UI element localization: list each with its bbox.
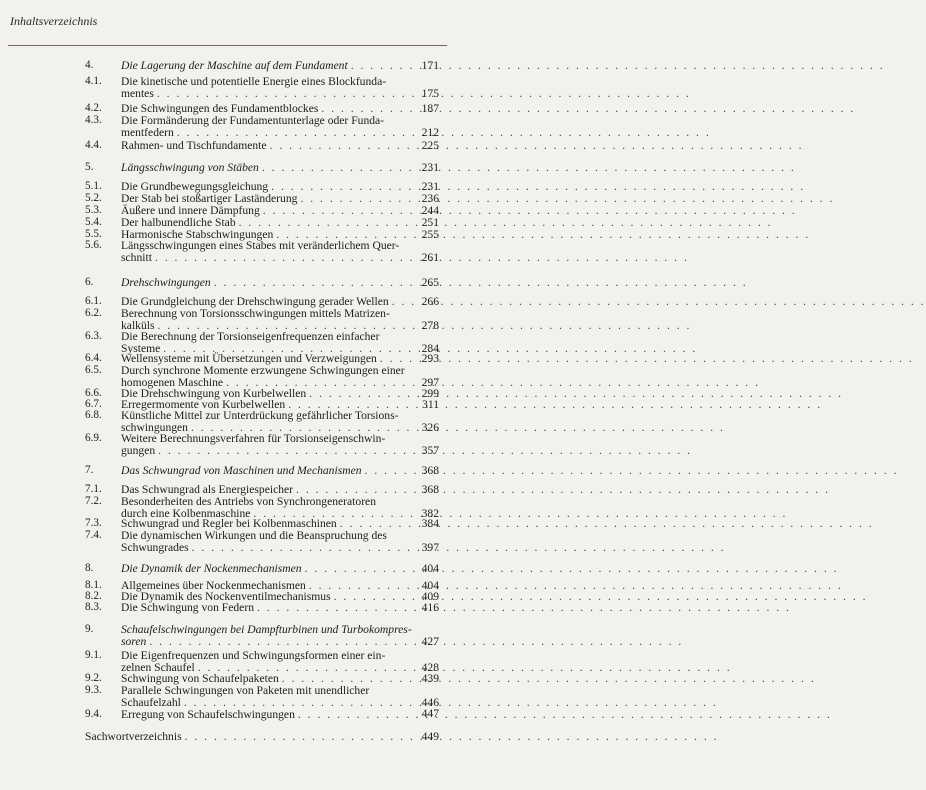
section-title: Wellensysteme mit Übersetzungen und Verzweigungen <box>121 352 377 365</box>
dot-leader <box>157 88 420 100</box>
page-number: 297 <box>421 376 439 389</box>
dot-leader <box>351 60 420 72</box>
page-number: 447 <box>421 707 439 720</box>
section-title: Die Berechnung der Torsionseigenfrequenzen einfacher <box>121 330 380 343</box>
section-title: Berechnung von Torsionsschwingungen mittels Matrizen- <box>121 307 390 320</box>
dot-leader <box>155 252 420 264</box>
dot-leader <box>380 353 420 365</box>
dot-leader <box>184 697 420 709</box>
section-title: Harmonische Stabschwingungen <box>121 228 274 241</box>
section-title: Durch synchrone Momente erzwungene Schwingungen einer <box>121 364 405 377</box>
section-title-continued: mentes <box>121 87 154 100</box>
section-title-continued: schnitt <box>121 251 152 264</box>
dot-leader <box>340 518 420 530</box>
page-number: 284 <box>421 342 439 355</box>
page-number: 299 <box>421 387 439 400</box>
dot-leader <box>158 445 419 457</box>
dot-leader <box>321 103 419 115</box>
dot-leader <box>298 709 439 721</box>
page-number: 231 <box>421 161 439 174</box>
section-title: Das Schwungrad als Energiespeicher <box>121 483 294 496</box>
dot-leader <box>365 465 420 477</box>
section-number: 4.1. <box>85 75 102 87</box>
page-number: 368 <box>421 483 439 496</box>
section-title-continued: zelnen Schaufel <box>121 661 195 674</box>
section-title: Das Schwungrad von Maschinen und Mechanismen <box>121 464 362 477</box>
section-title-continued: Schaufelzahl <box>121 696 181 709</box>
page-number: 236 <box>421 192 439 205</box>
page-number: 409 <box>421 590 439 603</box>
section-title: Der halbunendliche Stab <box>121 216 236 229</box>
dot-leader <box>177 127 420 139</box>
section-number: 4.2. <box>85 102 102 114</box>
section-title: Äußere und innere Dämpfung <box>121 204 260 217</box>
section-number: 8.2. <box>85 590 102 602</box>
section-title: Die Dynamik der Nockenmechanismen <box>121 562 302 575</box>
section-number: 7.1. <box>85 483 102 495</box>
page-number: 266 <box>421 295 439 308</box>
section-title: Allgemeines über Nockenmechanismen <box>121 579 306 592</box>
section-title-continued: schwingungen <box>121 421 188 434</box>
page-number: 368 <box>421 464 439 477</box>
page-number: 175 <box>421 87 439 100</box>
section-title: Künstliche Mittel zur Unterdrückung gefährlicher Torsions- <box>121 409 399 422</box>
section-number: 5.4. <box>85 216 102 228</box>
page-number: 427 <box>421 635 439 648</box>
section-title: Die Grundgleichung der Drehschwingung gerader Wellen <box>121 295 389 308</box>
page-number: 244 <box>421 204 439 217</box>
page-number: 326 <box>421 421 439 434</box>
dot-leader <box>192 542 420 554</box>
section-title: Die Lagerung der Maschine auf dem Fundament <box>121 59 348 72</box>
section-number: 7.4. <box>85 529 102 541</box>
section-number: 9.4. <box>85 708 102 720</box>
section-title-continued: homogenen Maschine <box>121 376 224 389</box>
section-title: Längsschwingungen eines Stabes mit veränderlichem Quer- <box>121 239 400 252</box>
section-number: 4. <box>85 59 94 71</box>
dot-leader <box>263 205 420 217</box>
section-number: 9.2. <box>85 672 102 684</box>
section-title-continued: kalküls <box>121 319 155 332</box>
section-number: 6. <box>85 276 94 288</box>
section-title-continued: soren <box>121 635 147 648</box>
section-title: Der Stab bei stoßartiger Laständerung <box>121 192 298 205</box>
page-number: 231 <box>421 180 439 193</box>
page-number: 187 <box>421 102 439 115</box>
section-title: Die Eigenfrequenzen und Schwingungsformen einer ein- <box>121 649 386 662</box>
dot-leader <box>305 563 420 575</box>
section-number: 8. <box>85 562 94 574</box>
section-number: 6.3. <box>85 330 102 342</box>
page-number: 428 <box>421 661 439 674</box>
dot-leader <box>214 277 420 289</box>
section-title: Die Schwingung von Federn <box>121 601 254 614</box>
section-number: 6.7. <box>85 398 102 410</box>
page-number: 357 <box>421 444 439 457</box>
section-number: 6.6. <box>85 387 102 399</box>
dot-leader <box>271 181 419 193</box>
dot-leader <box>270 140 420 152</box>
page-number: 255 <box>421 228 439 241</box>
section-title: Erregermomente von Kurbelwellen <box>121 398 286 411</box>
section-number: 6.5. <box>85 364 102 376</box>
section-number: 5.3. <box>85 204 102 216</box>
page-number: 261 <box>421 251 439 264</box>
dot-leader <box>185 731 420 743</box>
page-number: 251 <box>421 216 439 229</box>
section-title-continued: gungen <box>121 444 156 457</box>
page-number: 384 <box>421 517 439 530</box>
section-title: Besonderheiten des Antriebs von Synchrongeneratoren <box>121 495 376 508</box>
dot-leader <box>257 602 420 614</box>
section-title-continued: durch eine Kolbenmaschine <box>121 507 251 520</box>
page-number: 446 <box>421 696 439 709</box>
dot-leader <box>149 636 419 648</box>
section-number: 5.2. <box>85 192 102 204</box>
dot-leader <box>300 193 419 205</box>
section-number: 6.4. <box>85 352 102 364</box>
section-title: Weitere Berechnungsverfahren für Torsionseigenschwin- <box>121 432 386 445</box>
section-number: 6.1. <box>85 295 102 307</box>
section-title-continued: Systeme <box>121 342 161 355</box>
section-title: Schwungrad und Regler bei Kolbenmaschinen <box>121 517 337 530</box>
section-number: 4.3. <box>85 114 102 126</box>
section-title: Die Grundbewegungsgleichung <box>121 180 269 193</box>
page-number: 225 <box>421 139 439 152</box>
section-title: Die kinetische und potentielle Energie eines Blockfunda- <box>121 75 387 88</box>
page-number: 278 <box>421 319 439 332</box>
running-header: Inhaltsverzeichnis <box>10 14 98 28</box>
section-title: Parallele Schwingungen von Paketen mit unendlicher <box>121 684 370 697</box>
page-number: 416 <box>421 601 439 614</box>
section-number: 8.1. <box>85 579 102 591</box>
page-number: 404 <box>421 562 439 575</box>
section-number: 4.4. <box>85 139 102 151</box>
page-number: 439 <box>421 672 439 685</box>
page-number: 382 <box>421 507 439 520</box>
dot-leader <box>262 162 420 174</box>
dot-leader <box>392 296 420 308</box>
page-number: 311 <box>422 398 439 411</box>
section-number: 7.3. <box>85 517 102 529</box>
page-number: 404 <box>421 579 439 592</box>
section-number: 5. <box>85 161 94 173</box>
section-number: 8.3. <box>85 601 102 613</box>
page-number: 449 <box>421 730 439 743</box>
page-number: 265 <box>421 276 439 289</box>
section-title: Die Schwingungen des Fundamentblockes <box>121 102 319 115</box>
section-title: Schwingung von Schaufelpaketen <box>121 672 279 685</box>
page-number: 397 <box>421 541 439 554</box>
page-number: 171 <box>421 59 439 72</box>
section-number: 5.5. <box>85 228 102 240</box>
section-title-continued: Schwungrades <box>121 541 189 554</box>
page-number: 212 <box>421 126 439 139</box>
section-title: Die Formänderung der Fundamentunterlage oder Funda- <box>121 114 385 127</box>
section-title-continued: mentfedern <box>121 126 174 139</box>
table-of-contents <box>0 0 453 790</box>
section-title: Die Dynamik des Nockenventilmechanismus <box>121 590 331 603</box>
section-number: 9. <box>85 623 94 635</box>
section-title: Drehschwingungen <box>121 276 211 289</box>
section-title: Die dynamischen Wirkungen und die Beanspruchung des <box>121 529 387 542</box>
dot-leader <box>239 217 420 229</box>
section-title: Längsschwingung von Stäben <box>121 161 259 174</box>
page-number: 293 <box>421 352 439 365</box>
dot-leader <box>282 673 420 685</box>
section-title: Erregung von Schaufelschwingungen <box>121 708 295 721</box>
section-number: 7. <box>85 464 94 476</box>
section-number: 9.3. <box>85 684 102 696</box>
section-number: 7.2. <box>85 495 102 507</box>
dot-leader <box>296 484 420 496</box>
section-title: Rahmen- und Tischfundamente <box>121 139 267 152</box>
section-number: 5.1. <box>85 180 102 192</box>
section-number: 6.2. <box>85 307 102 319</box>
section-number: 6.8. <box>85 409 102 421</box>
section-number: 5.6. <box>85 239 102 251</box>
section-number: 6.9. <box>85 432 102 444</box>
section-title: Schaufelschwingungen bei Dampfturbinen und Turbokompres- <box>121 623 412 636</box>
section-number: 9.1. <box>85 649 102 661</box>
section-title: Sachwortverzeichnis <box>85 730 182 743</box>
section-title: Die Drehschwingung von Kurbelwellen <box>121 387 307 400</box>
